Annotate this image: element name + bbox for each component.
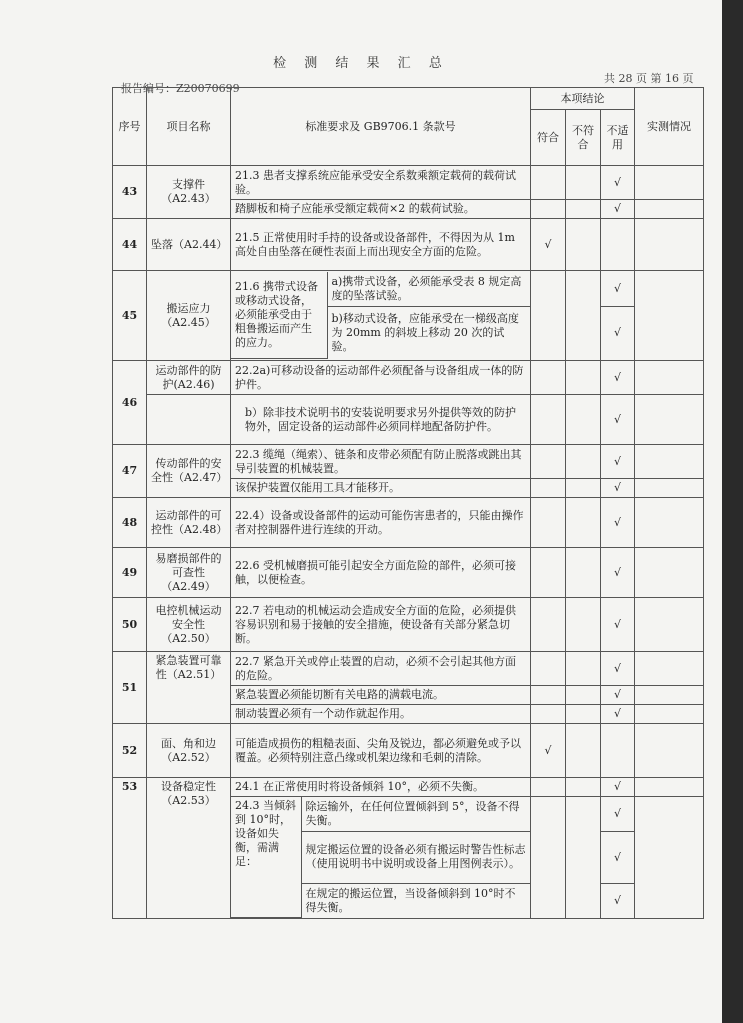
requirement-text: 22.7 若电动的机械运动会造成安全方面的危险，必须提供容易识别和易于接触的安全措施，使设备有关部分紧急切断。: [231, 598, 531, 652]
check-mark: √: [601, 395, 635, 445]
requirement-text: 可能造成损伤的粗糙表面、尖角及锐边，都必须避免或予以覆盖。必须特别注意凸缘或机架边缘和毛刺的清除。: [231, 724, 531, 778]
row-number: 44: [113, 219, 147, 271]
requirement-text: 22.3 缆绳（绳索）、链条和皮带必须配有防止脱落或跳出其导引装置的机械装置。: [231, 445, 531, 479]
row-number: 45: [113, 271, 147, 361]
item-name: 运动部件的可控性（A2.48）: [147, 498, 231, 548]
report-number: 报告编号：Z20070699: [121, 82, 240, 95]
requirement-text: 规定搬运位置的设备必须有搬运时警告性标志（使用说明书中说明或设备上用图例表示）。: [301, 831, 530, 883]
requirement-text: 21.5 正常使用时手持的设备或设备部件，不得因为从 1m 高处自由坠落在硬性表面上而出现安全方面的危险。: [231, 219, 531, 271]
check-mark: √: [531, 724, 566, 778]
requirement-text: b）除非技术说明书的安装说明要求另外提供等效的防护物外，固定设备的运动部件必须同样地配备防护件。: [231, 395, 531, 445]
requirement-lead: 24.3 当倾斜到 10°时，设备如失衡，需满足：: [231, 797, 301, 917]
item-name: 易磨损部件的可查性（A2.49）: [147, 548, 231, 598]
header-nonconform: 不符合: [566, 110, 601, 166]
check-mark: √: [601, 705, 635, 724]
table-row: [113, 724, 704, 778]
requirement-text: 22.4）设备或设备部件的运动可能伤害患者的，只能由操作者对控制器件进行连续的开动。: [231, 498, 531, 548]
item-name: 搬运应力（A2.45）: [147, 271, 231, 361]
requirement-text: 22.6 受机械磨损可能引起安全方面危险的部件，必须可接触，以便检查。: [231, 548, 531, 598]
row-number: 52: [113, 724, 147, 778]
item-name: 传动部件的安全性（A2.47）: [147, 445, 231, 498]
table-row: [113, 445, 704, 479]
header-row: [113, 88, 704, 110]
item-name: 运动部件的防护(A2.46): [147, 361, 231, 395]
check-mark: √: [601, 498, 635, 548]
check-mark: √: [601, 652, 635, 686]
check-mark: √: [601, 166, 635, 200]
item-name: 面、角和边（A2.52）: [147, 724, 231, 778]
row-number: 43: [113, 166, 147, 219]
table-row: [113, 166, 704, 200]
row-number: 48: [113, 498, 147, 548]
header-conform: 符合: [531, 110, 566, 166]
item-name: 设备稳定性（A2.53）: [147, 778, 231, 919]
header-na: 不适用: [601, 110, 635, 166]
check-mark: √: [601, 832, 634, 884]
check-mark: √: [601, 686, 635, 705]
page-info: 共 28 页 第 16 页: [604, 72, 694, 85]
requirement-subtable: [231, 272, 530, 359]
row-number: 46: [113, 361, 147, 445]
table-row: [113, 395, 704, 445]
table-row: [113, 361, 704, 395]
check-mark: √: [601, 273, 634, 307]
check-mark: √: [601, 361, 635, 395]
results-table: [112, 87, 704, 919]
check-mark: √: [601, 479, 635, 498]
item-name: 紧急装置可靠性（A2.51）: [147, 652, 231, 724]
requirement-text: 该保护装置仅能用工具才能移开。: [231, 479, 531, 498]
requirement-text: 在规定的搬运位置，当设备倾斜到 10°时不得失衡。: [301, 883, 530, 917]
table-row: [113, 219, 704, 271]
requirement-subtable: [231, 797, 530, 918]
table-row: [113, 498, 704, 548]
requirement-text: 21.3 患者支撑系统应能承受安全系数乘额定载荷的载荷试验。: [231, 166, 531, 200]
requirement-text: 除运输外，在任何位置倾斜到 5°，设备不得失衡。: [301, 797, 530, 831]
check-mark: √: [531, 219, 566, 271]
table-row: [113, 271, 704, 361]
item-name: 电控机械运动安全性（A2.50）: [147, 598, 231, 652]
requirement-text: 制动装置必须有一个动作就起作用。: [231, 705, 531, 724]
header-standard: 标准要求及 GB9706.1 条款号: [231, 88, 531, 166]
check-mark: √: [601, 798, 634, 832]
row-number: 49: [113, 548, 147, 598]
requirement-text: b)移动式设备，应能承受在一梯级高度为 20mm 的斜坡上移动 20 次的试验。: [327, 306, 530, 358]
requirement-lead: 21.6 携带式设备或移动式设备，必须能承受由于粗鲁搬运而产生的应力。: [231, 272, 327, 358]
table-row: [113, 548, 704, 598]
table-row: [113, 598, 704, 652]
header-actual: 实测情况: [635, 88, 704, 166]
check-mark: √: [601, 200, 635, 219]
table-row: [113, 778, 704, 797]
requirement-text: 踏脚板和椅子应能承受额定载荷×2 的载荷试验。: [231, 200, 531, 219]
check-mark: √: [601, 884, 634, 918]
row-number: 47: [113, 445, 147, 498]
scan-edge: [722, 0, 743, 1023]
check-mark: √: [601, 445, 635, 479]
requirement-text: a)携带式设备，必须能承受表 8 规定高度的坠落试验。: [327, 272, 530, 306]
item-name: 坠落（A2.44）: [147, 219, 231, 271]
header-item: 项目名称: [147, 88, 231, 166]
requirement-text: 紧急装置必须能切断有关电路的满载电流。: [231, 686, 531, 705]
row-number: 51: [113, 652, 147, 724]
requirement-text: 22.2a)可移动设备的运动部件必须配备与设备组成一体的防护件。: [231, 361, 531, 395]
table-row: [113, 652, 704, 686]
requirement-text: 24.1 在正常使用时将设备倾斜 10°，必须不失衡。: [231, 778, 531, 797]
item-name: 支撑件（A2.43）: [147, 166, 231, 219]
header-seq: 序号: [113, 88, 147, 166]
requirement-text: 22.7 紧急开关或停止装置的启动，必须不会引起其他方面的危险。: [231, 652, 531, 686]
row-number: 53: [113, 778, 147, 919]
check-mark: √: [601, 778, 635, 797]
row-number: 50: [113, 598, 147, 652]
check-mark: √: [601, 598, 635, 652]
header-conclusion: 本项结论: [531, 88, 635, 110]
check-mark: √: [601, 307, 634, 359]
document-title: 检 测 结 果 汇 总: [273, 56, 449, 71]
check-mark: √: [601, 548, 635, 598]
